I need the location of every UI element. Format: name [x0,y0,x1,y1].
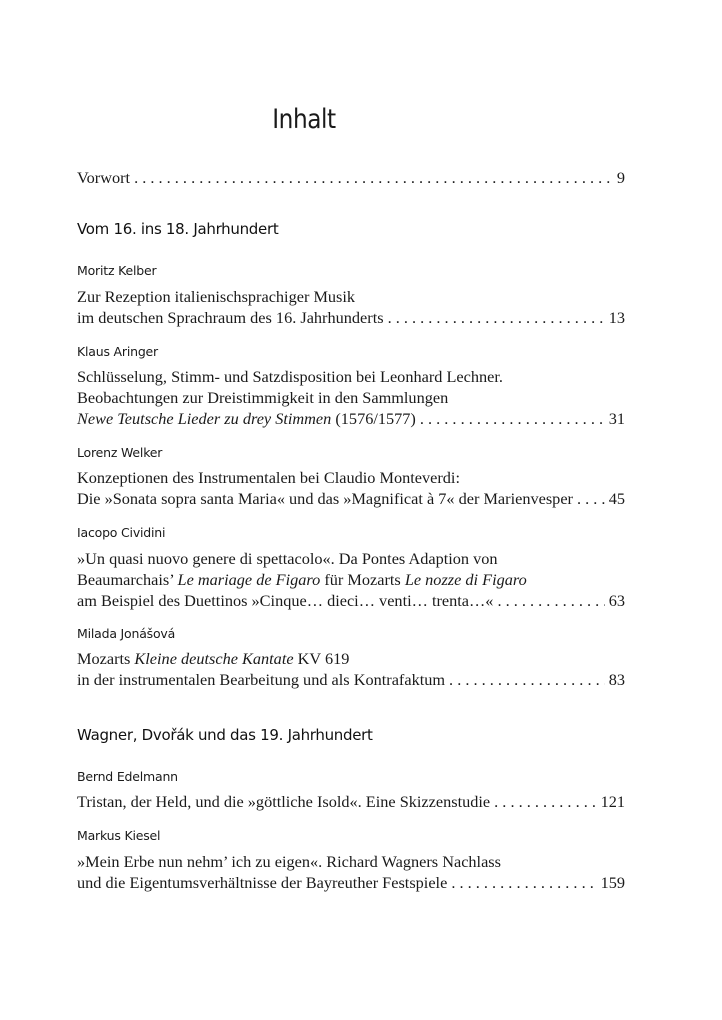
entry-author: Milada Jonášová [77,626,176,641]
text-segment: Mozarts [77,649,135,668]
toc-entry[interactable] [77,851,625,893]
page-number: 31 [608,409,625,428]
italic-work-title: Kleine deutsche Kantate [134,649,294,668]
entry-title-line [77,648,625,669]
toc-entry[interactable] [77,548,625,611]
entry-author: Bernd Edelmann [77,769,178,784]
italic-work-title: Newe Teutsche Lieder zu drey Stimmen [77,409,332,428]
entry-title-line: und die Eigentumsverhältnisse der Bayreuther Festspiele [77,873,448,892]
italic-work-title: Le nozze di Figaro [404,570,527,589]
toc-entry[interactable] [77,648,625,690]
entry-title-line: Die »Sonata sopra santa Maria« und das »Magnificat à 7« der Marienvesper [77,489,573,508]
entry-title-line: Schlüsselung, Stimm- und Satzdisposition bei Leonhard Lechner. [77,367,503,386]
entry-title-line: »Un quasi nuovo genere di spettacolo«. Da Pontes Adaption von [77,549,498,568]
entry-author: Lorenz Welker [77,445,163,460]
entry-author: Iacopo Cividini [77,525,166,540]
entry-title-line: Zur Rezeption italienischsprachiger Musik [77,287,356,306]
toc-entry[interactable] [77,286,625,328]
dot-leader [451,872,596,893]
entry-title-line [77,569,625,590]
entry-author: Klaus Aringer [77,344,158,359]
text-segment: KV 619 [293,649,350,668]
toc-entry[interactable] [77,791,625,812]
dot-leader [494,791,596,812]
page-number: 121 [600,792,625,811]
page-number: 13 [608,308,625,327]
entry-title: Vorwort [77,168,131,187]
page-number: 9 [616,168,625,187]
entry-title-rest: (1576/1577) [331,409,416,428]
section-heading: Wagner, Dvořák und das 19. Jahrhundert [77,726,373,744]
dot-leader [577,488,605,509]
page-number: 83 [608,670,625,689]
page-number: 159 [600,873,625,892]
entry-author: Moritz Kelber [77,263,157,278]
dot-leader [497,590,604,611]
toc-entry[interactable] [77,467,625,509]
dot-leader [134,167,613,188]
entry-title-line [77,408,416,429]
dot-leader [388,307,605,328]
entry-title-line: Konzeptionen des Instrumentalen bei Claudio Monteverdi: [77,468,460,487]
entry-title-line: »Mein Erbe nun nehm’ ich zu eigen«. Richard Wagners Nachlass [77,852,501,871]
text-segment: für Mozarts [320,570,405,589]
page-number: 63 [608,591,625,610]
section-heading: Vom 16. ins 18. Jahrhundert [77,220,279,238]
entry-title-line: Beobachtungen zur Dreistimmigkeit in den Sammlungen [77,388,449,407]
toc-entry[interactable] [77,366,625,429]
entry-title-line: am Beispiel des Duettinos »Cinque… dieci… venti… trenta…« [77,591,494,610]
entry-title-line: in der instrumentalen Bearbeitung und als Kontrafaktum [77,670,446,689]
entry-title-line: Tristan, der Held, und die »göttliche Isold«. Eine Skizzenstudie [77,792,491,811]
italic-work-title: Le mariage de Figaro [177,570,321,589]
entry-author: Markus Kiesel [77,828,161,843]
page-number: 45 [608,489,625,508]
page-title: Inhalt [272,104,336,136]
dot-leader [449,669,605,690]
entry-title-line: im deutschen Sprachraum des 16. Jahrhunderts [77,308,384,327]
toc-entry-vorwort[interactable] [77,167,625,188]
text-segment: Beaumarchais’ [77,570,178,589]
dot-leader [420,408,605,429]
